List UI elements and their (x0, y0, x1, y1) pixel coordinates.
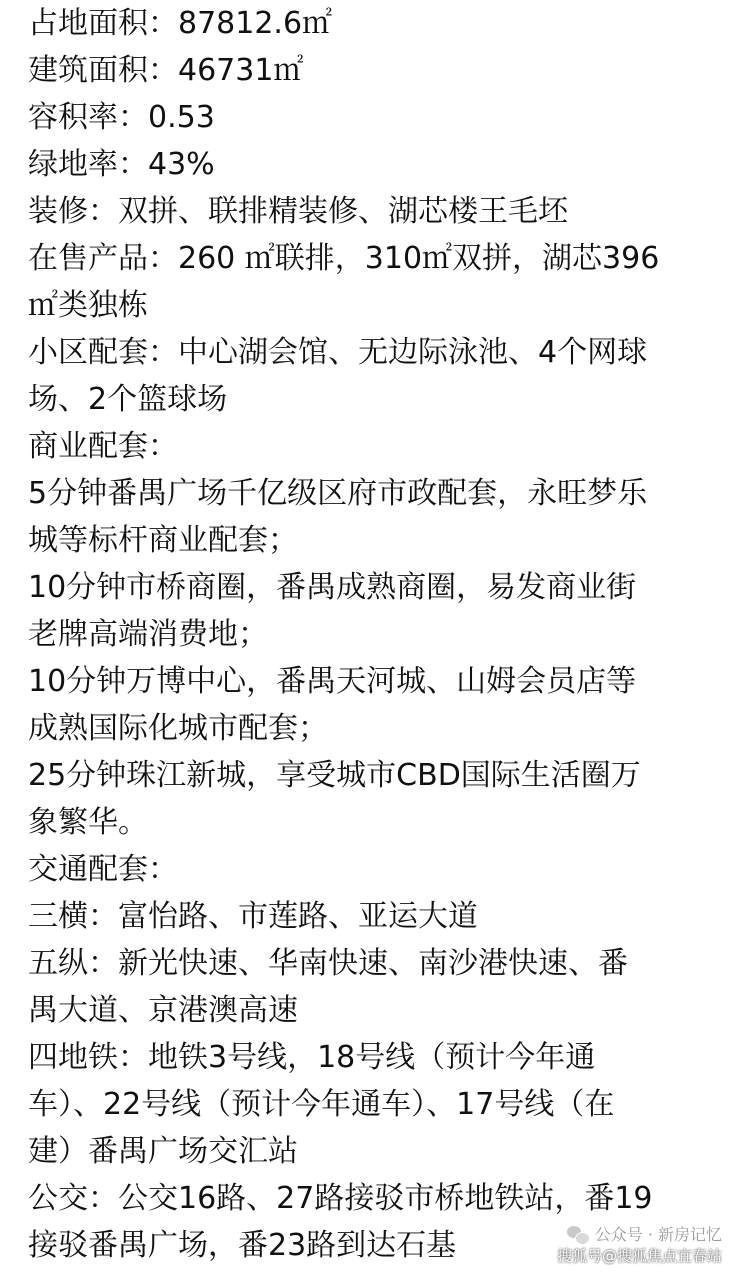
text-line: 三横：富怡路、市莲路、亚运大道 (28, 899, 478, 934)
text-line: 象繁华。 (28, 805, 148, 840)
wechat-account-text: 公众号 · 新房记忆 (594, 1225, 722, 1244)
sohu-watermark-text: 搜狐号@搜狐焦点宜春站 (556, 1247, 722, 1265)
text-line: 容积率：0.53 (28, 100, 215, 135)
text-line: 装修：双拼、联排精装修、湖芯楼王毛坯 (28, 194, 568, 229)
text-line: 公交：公交16路、27路接驳市桥地铁站，番19 (28, 1181, 653, 1216)
text-line: 在售产品：260 ㎡联排，310㎡双拼，湖芯396 (28, 241, 660, 276)
text-line: 禺大道、京港澳高速 (28, 993, 298, 1028)
text-line: 5分钟番禺广场千亿级区府市政配套，永旺梦乐 (28, 476, 648, 511)
text-line: 五纵：新光快速、华南快速、南沙港快速、番 (28, 946, 628, 981)
text-line: 占地面积：87812.6㎡ (28, 6, 333, 41)
text-line: 成熟国际化城市配套； (28, 711, 328, 746)
text-line: 10分钟市桥商圈，番禺成熟商圈，易发商业街 (28, 570, 637, 605)
section-heading: 交通配套： (28, 852, 178, 887)
text-line: ㎡类独栋 (28, 288, 148, 323)
text-line: 25分钟珠江新城，享受城市CBD国际生活圈万 (28, 758, 641, 793)
text-line: 接驳番禺广场，番23路到达石基 (28, 1228, 457, 1263)
text-line: 建筑面积：46731㎡ (28, 53, 304, 88)
text-line: 四地铁：地铁3号线，18号线（预计今年通 (28, 1040, 596, 1075)
text-line: 场、2个篮球场 (28, 382, 228, 417)
text-line: 城等标杆商业配套； (28, 523, 298, 558)
text-line: 建）番禺广场交汇站 (28, 1134, 298, 1169)
text-line: 小区配套：中心湖会馆、无边际泳池、4个网球 (28, 335, 648, 370)
text-line: 10分钟万博中心，番禺天河城、山姆会员店等 (28, 664, 637, 699)
text-line: 车）、22号线（预计今年通车）、17号线（在 (28, 1087, 615, 1122)
text-line: 老牌高端消费地； (28, 617, 268, 652)
text-line: 绿地率：43% (28, 147, 215, 182)
section-heading: 商业配套： (28, 429, 178, 464)
